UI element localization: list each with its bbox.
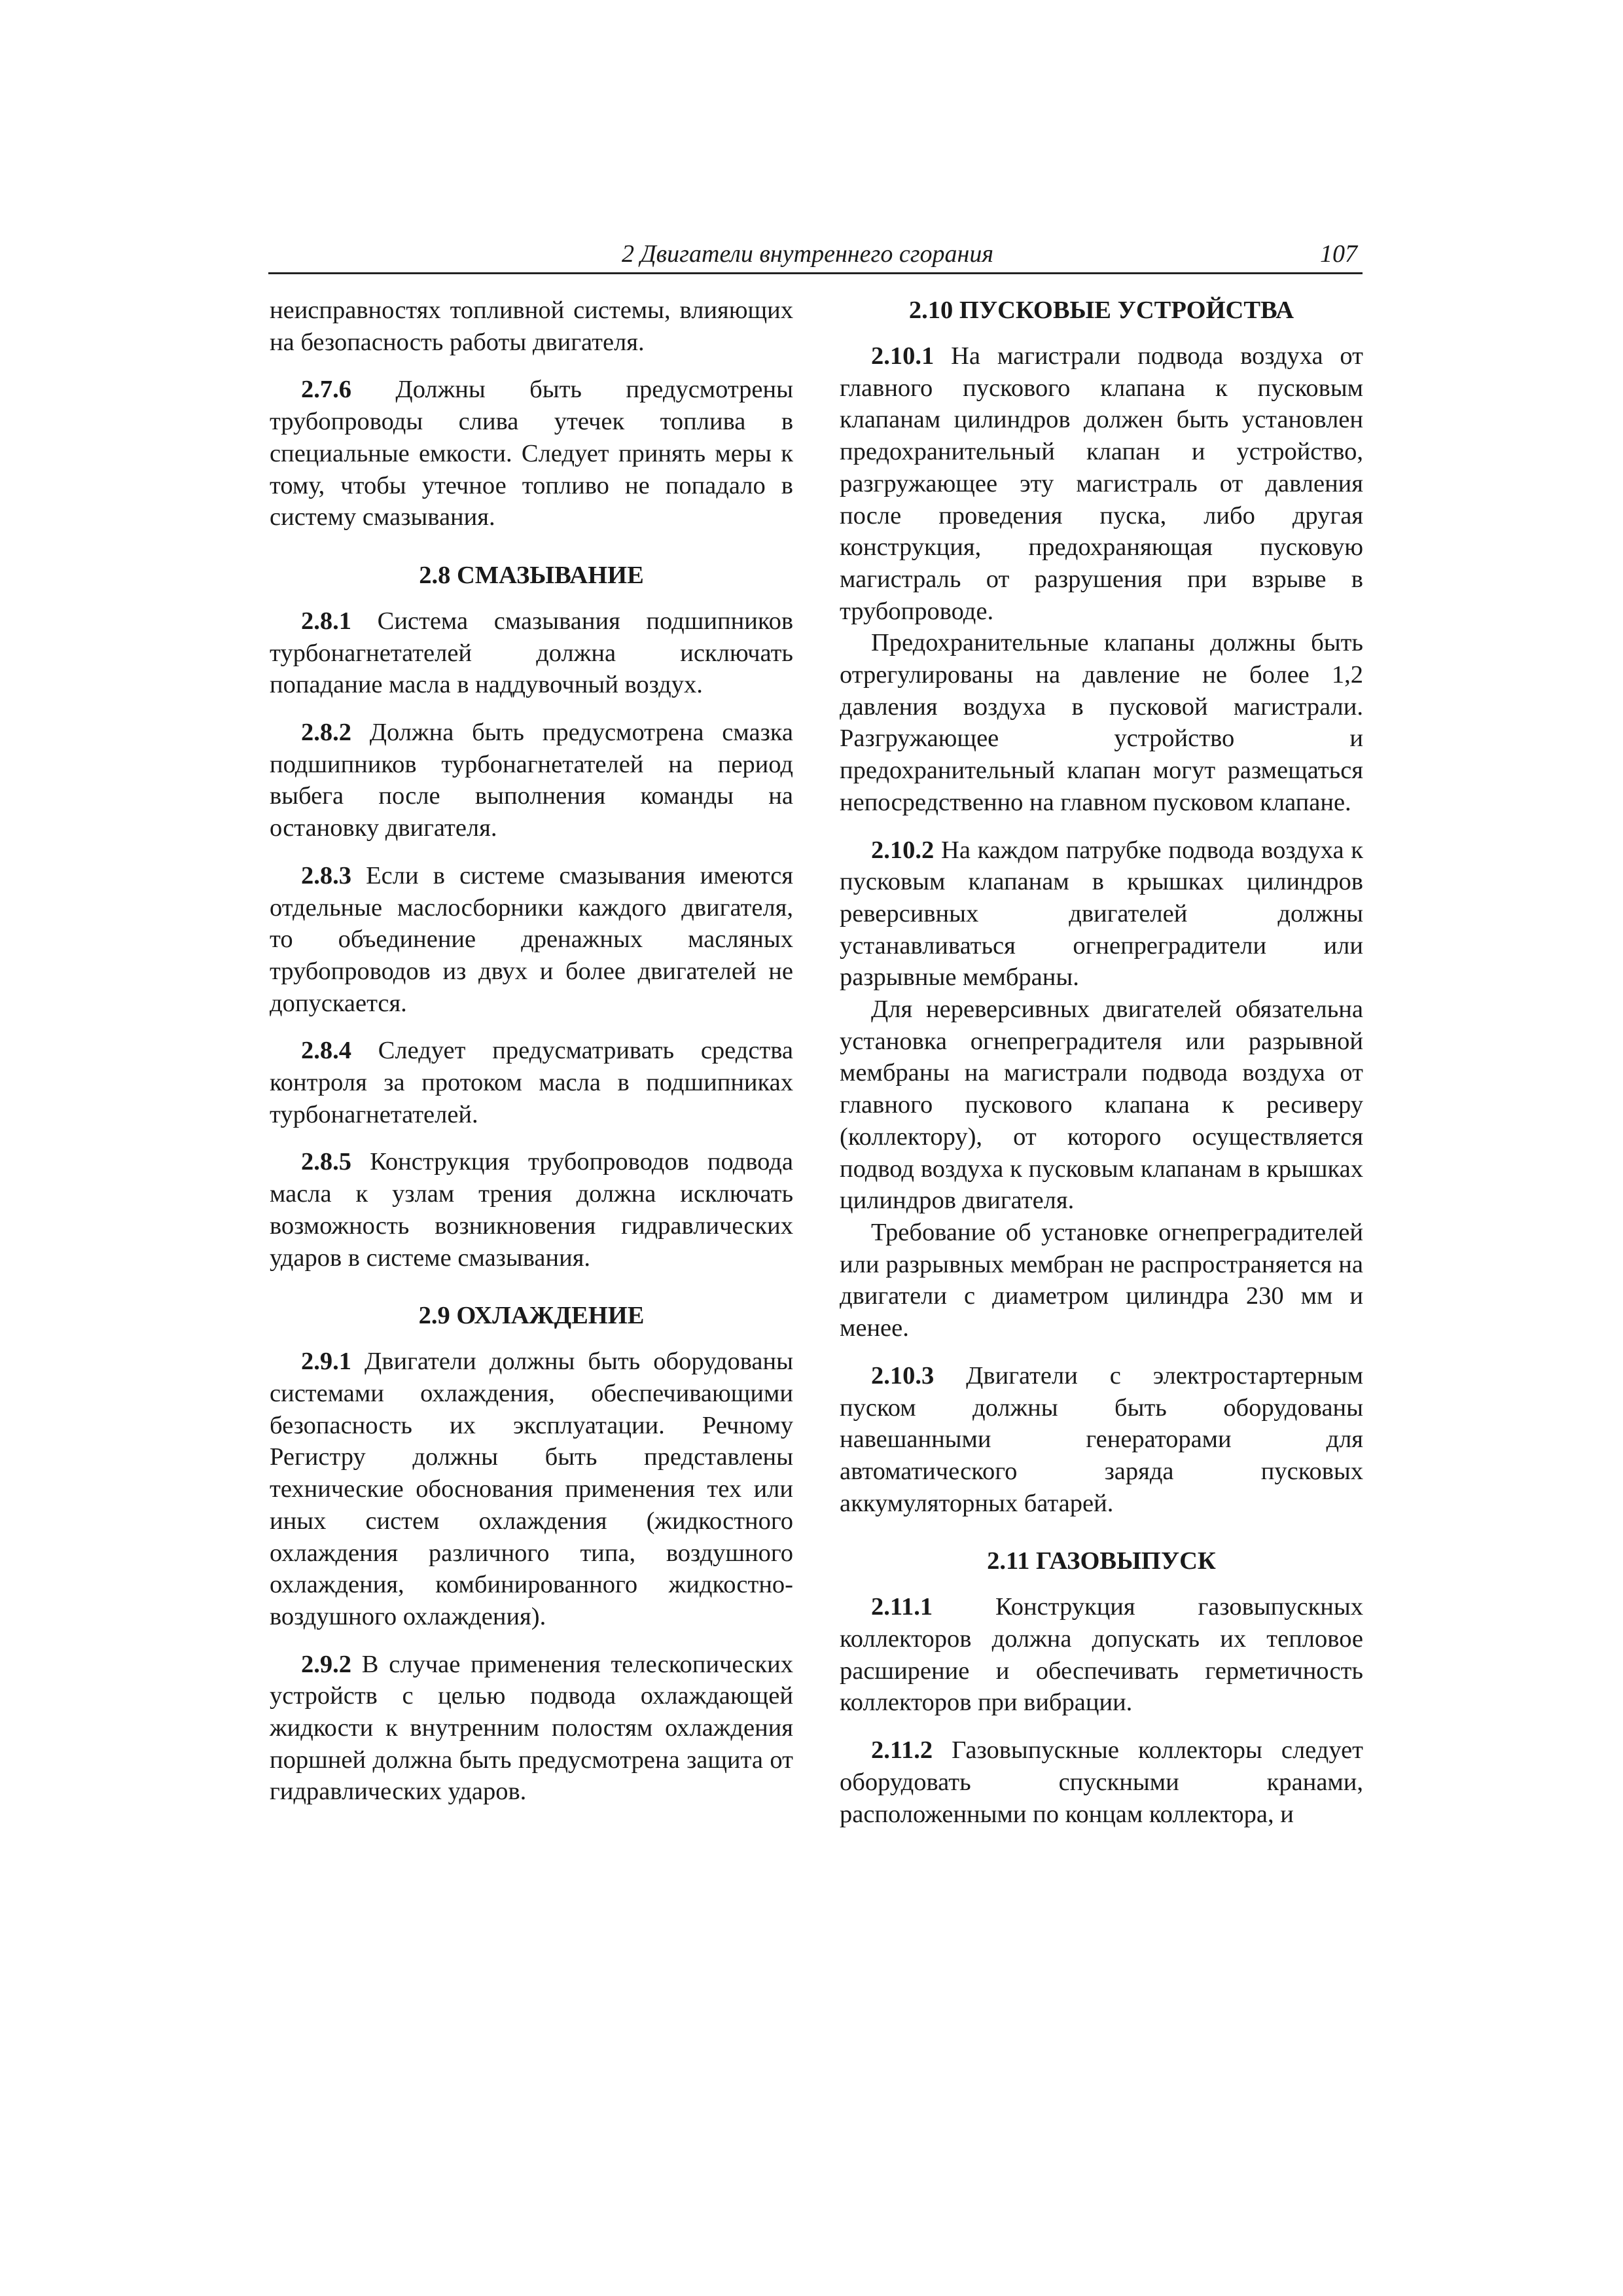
clause-number: 2.8.4 [301,1037,351,1065]
clause-number: 2.8.5 [301,1148,351,1176]
paragraph-2-10-2-note: Требование об установке огнепреградителей или разрывных мембран не распространяется на двигатели с диаметром цилиндра 230 мм и менее. [840,1218,1363,1342]
clause-number: 2.9.1 [301,1348,351,1376]
paragraph-2-10-1: 2.10.1 На магистрали подвода воздуха от главного пускового клапана к пусковым клапанам цилиндров должен быть установлен предохранительный клапан и устройство, разгружающее эту магистраль от давления после проведения пуска, либо другая конструкция, предохраняющая пусковую магистраль от разрушения при взрыве в трубопроводе. [840,342,1363,625]
paragraph-2-9-2: 2.9.2 В случае применения телескопических устройств с целью подвода охлаждающей жидкости к внутренним полостям охлаждения поршней должна быть предусмотрена защита от гидравлических ударов. [270,1650,793,1806]
running-header [268,237,1363,274]
paragraph-2-7-6: 2.7.6 Должны быть предусмотрены трубопроводы слива утечек топлива в специальные емкости. Следует принять меры к тому, чтобы утечное топливо не попадало в систему смазывания. [270,376,793,531]
section-heading-2-9: 2.9 ОХЛАЖДЕНИЕ [418,1302,645,1330]
clause-number: 2.10.1 [871,342,935,370]
clause-number: 2.9.2 [301,1650,351,1678]
section-heading-2-10: 2.10 ПУСКОВЫЕ УСТРОЙСТВА [908,296,1294,324]
right-column [840,295,1363,1846]
clause-number: 2.10.3 [871,1361,935,1390]
paragraph-2-10-2: 2.10.2 На каждом патрубке подвода воздуха к пусковым клапанам в крышках цилиндров реверсивных двигателей должны устанавливаться огнепреградители или разрывные мембраны. [840,836,1363,992]
running-header-title: 2 Двигатели внутреннего сгорания [622,240,994,268]
paragraph-2-11-1: 2.11.1 Конструкция газовыпускных коллекторов должна допускать их тепловое расширение и обеспечивать герметичность коллекторов при вибрации. [840,1593,1363,1717]
clause-number: 2.8.3 [301,861,351,889]
paragraph-2-8-1: 2.8.1 Система смазывания подшипников турбонагнетателей должна исключать попадание масла в наддувочный воздух. [270,607,793,699]
clause-number: 2.8.2 [301,719,351,747]
paragraph-2-10-1-continued: Предохранительные клапаны должны быть отрегулированы на давление не более 1,2 давления воздуха в пусковой магистрали. Разгружающее устройство и предохранительный клапан могут размещаться непосредственно на главном пусковом клапане. [840,629,1363,816]
paragraph-continuation: неисправностях топливной системы, влияющих на безопасность работы двигателя. [270,296,793,356]
paragraph-2-8-5: 2.8.5 Конструкция трубопроводов подвода масла к узлам трения должна исключать возможность возникновения гидравлических ударов в системе смазывания. [270,1148,793,1272]
paragraph-2-10-2-continued: Для нереверсивных двигателей обязательна установка огнепреградителя или разрывной мембраны на магистрали подвода воздуха от главного пускового клапана к ресиверу (коллектору), от которого осуществляется подвод воздуха к пусковым клапанам в крышках цилиндров двигателя. [840,996,1363,1215]
clause-number: 2.11.2 [871,1736,933,1765]
paragraph-2-8-2: 2.8.2 Должна быть предусмотрена смазка подшипников турбонагнетателей на период выбега после выполнения команды на остановку двигателя. [270,719,793,842]
section-heading-2-8: 2.8 СМАЗЫВАНИЕ [419,561,644,589]
clause-number: 2.7.6 [301,376,351,404]
clause-number: 2.10.2 [871,836,935,864]
clause-number: 2.11.1 [871,1593,933,1621]
section-heading-2-11: 2.11 ГАЗОВЫПУСК [987,1547,1216,1575]
left-column [270,295,793,1823]
paragraph-2-8-4: 2.8.4 Следует предусматривать средства контроля за протоком масла в подшипниках турбонагнетателей. [270,1037,793,1128]
paragraph-2-8-3: 2.8.3 Если в системе смазывания имеются отдельные маслосборники каждого двигателя, то объединение дренажных масляных трубопроводов из двух и более двигателей не допускается. [270,861,793,1017]
paragraph-2-10-3: 2.10.3 Двигатели с электростартерным пуском должны быть оборудованы навешанными генераторами для автоматического заряда пусковых аккумуляторных батарей. [840,1361,1363,1517]
clause-number: 2.8.1 [301,607,351,635]
page-number: 107 [1320,240,1357,268]
paragraph-2-9-1: 2.9.1 Двигатели должны быть оборудованы системами охлаждения, обеспечивающими безопасность их эксплуатации. Речному Регистру должны быть представлены технические обоснования применения тех или иных систем охлаждения (жидкостного охлаждения различного типа, воздушного охлаждения, комбинированного жидкостно-воздушного охлаждения). [270,1348,793,1630]
paragraph-2-11-2: 2.11.2 Газовыпускные коллекторы следует оборудовать спускными кранами, расположенными по концам коллектора, и [840,1736,1363,1828]
